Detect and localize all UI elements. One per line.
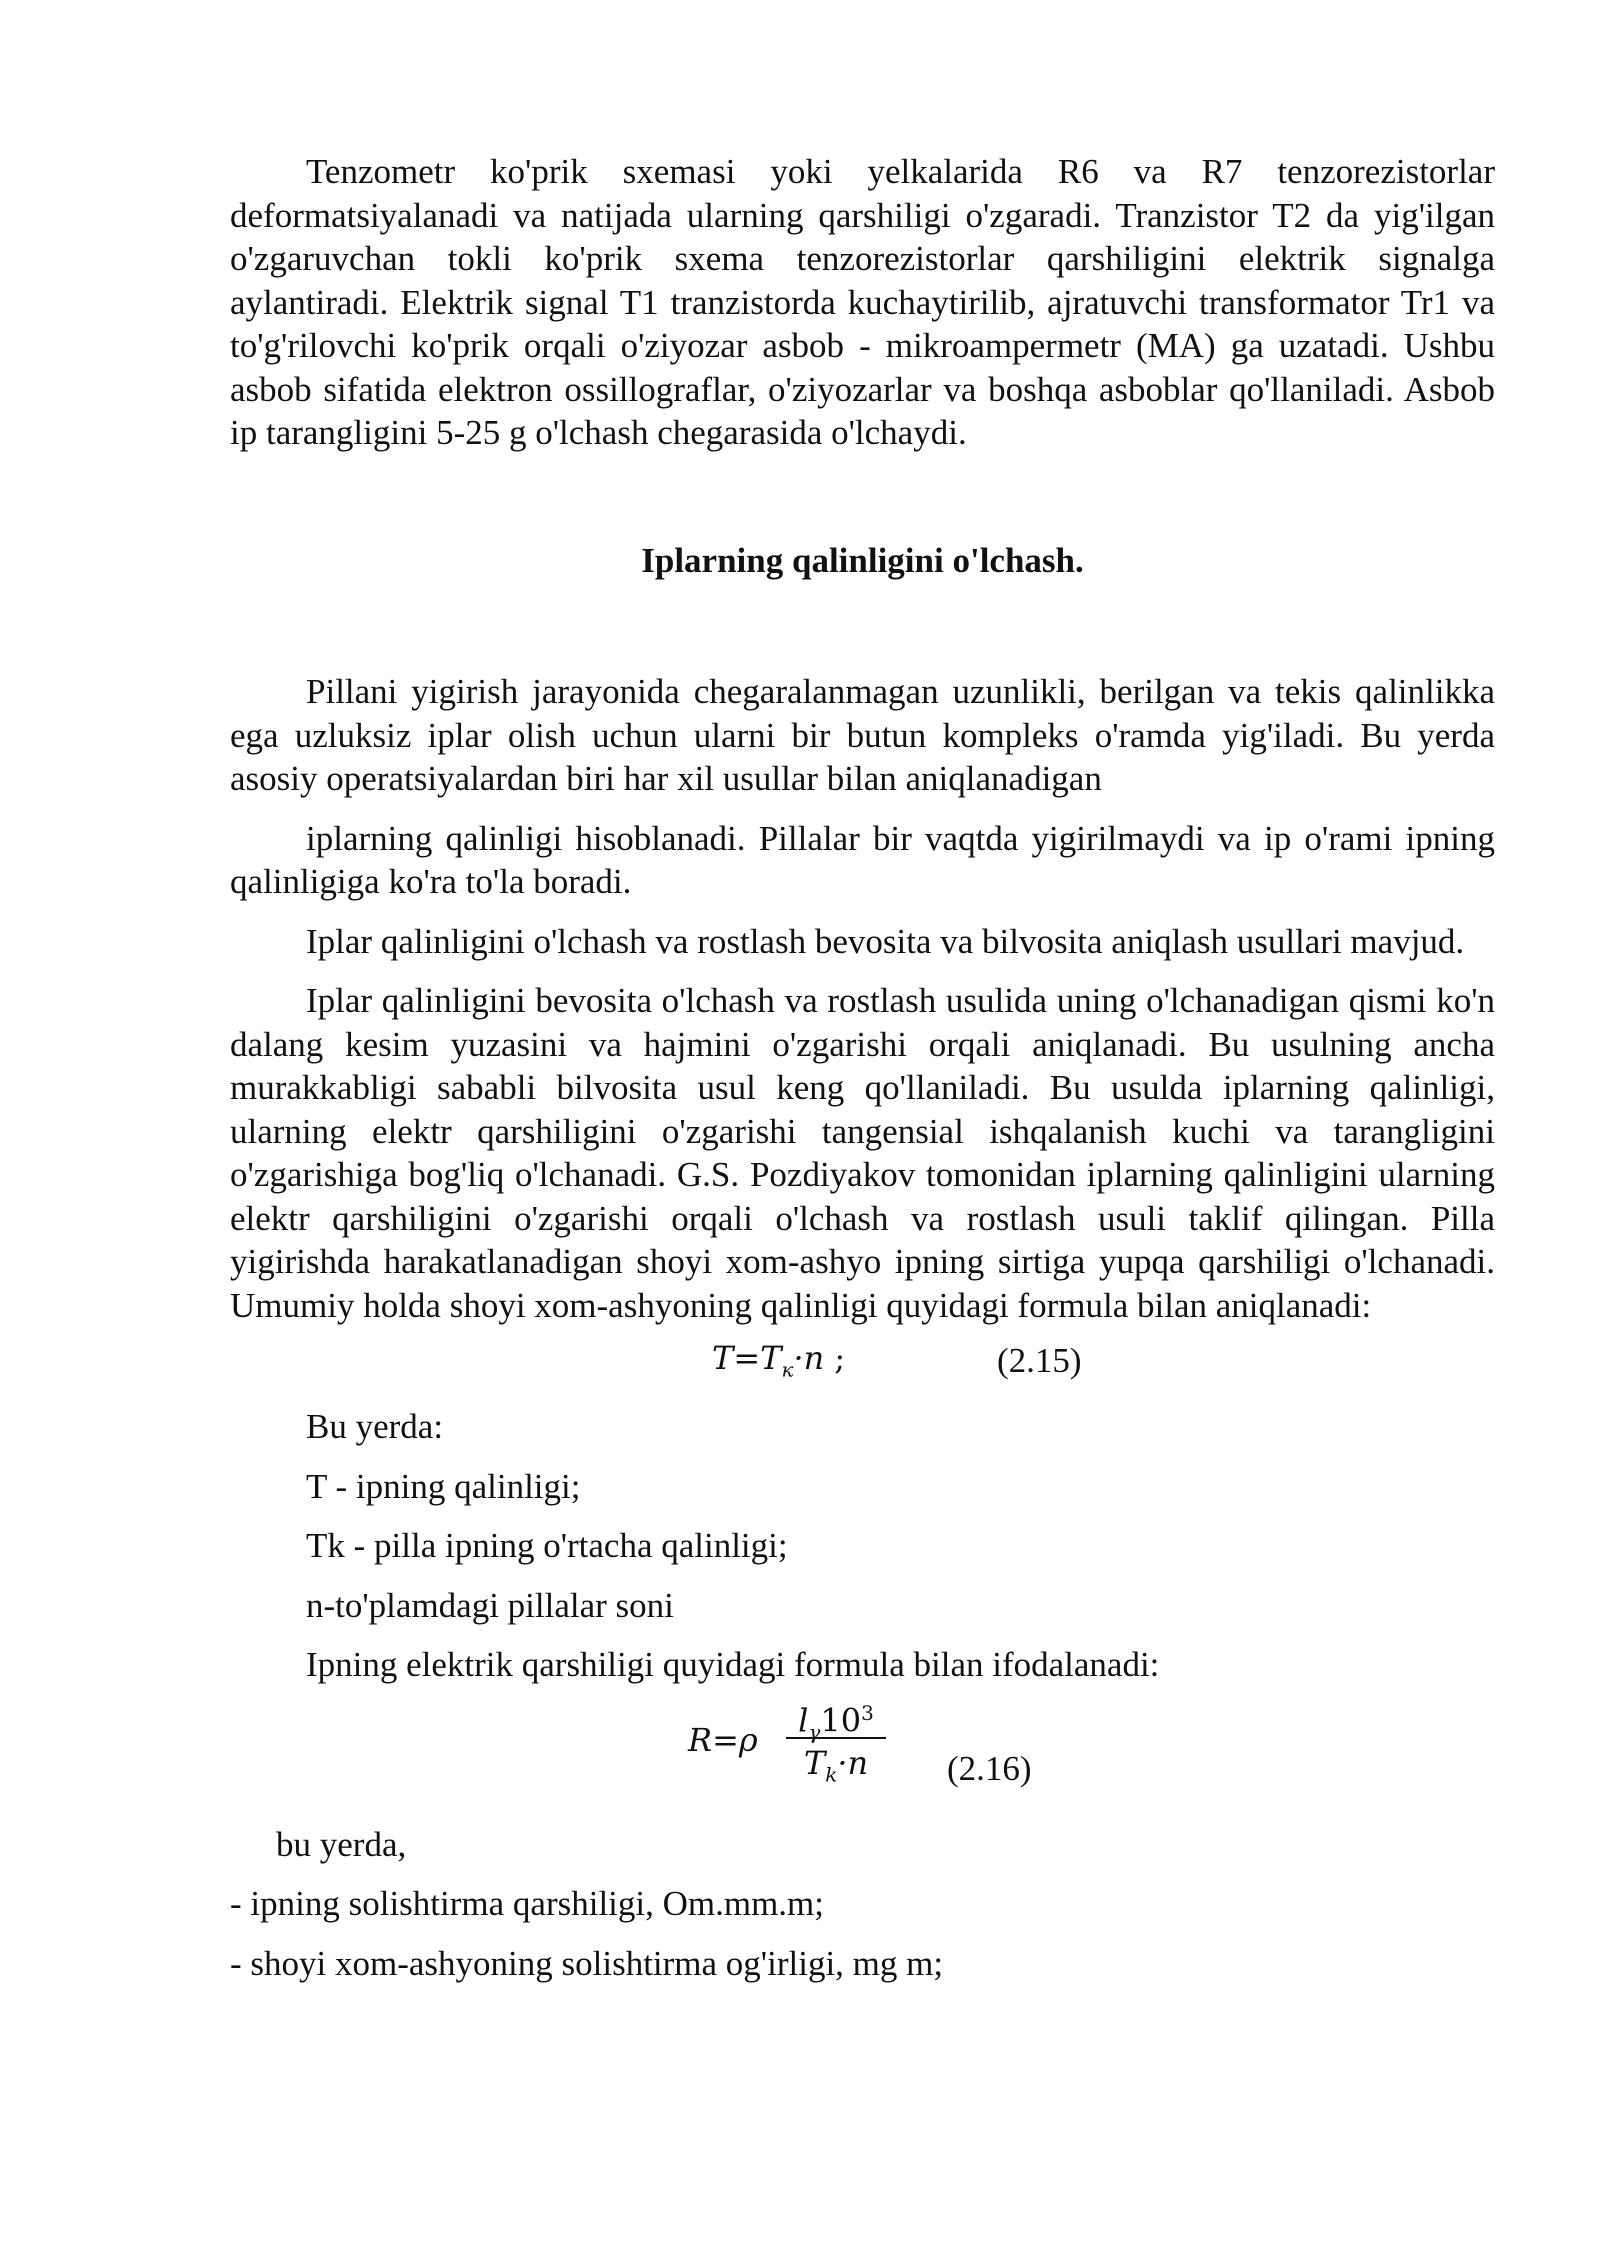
definition-t: T - ipning qalinligi;: [306, 1466, 581, 1506]
formula-2-16-fraction: $l_\gamma 10^3$ $T_k\cdot n$: [786, 1691, 886, 1794]
resistance-intro: Ipning elektrik qarshiligi quyidagi formula bilan ifodalanadi:: [306, 1645, 1160, 1684]
definition-gamma: - shoyi xom-ashyoning solishtirma og'irligi, mg m;: [230, 1943, 944, 1983]
paragraph-bevosita: Iplar qalinligini bevosita o'lchash va rostlash usulida uning o'lchanadigan qismi ko'n dalang kesim yuzasini va hajmini o'zgarishi orqali aniqlanadi. Bu usulning ancha murakkabligi sababli bilvosita usul keng qo'llaniladi. Bu usulda iplarning qalinligi, ularning elektr qarshiligini o'zgarishi tangensial ishqalanish kuchi va tarangligini o'zgarishiga bog'liq o'lchanadi. G.S. Pozdiyakov tomonidan iplarning qalinligini ularning elektr qarshiligini o'zgarishi orqali o'lchash va rostlash usuli taklif qilingan. Pilla yigirishda harakatlanadigan shoyi xom-ashyo ipning sirtiga yupqa qarshiligi o'lchanadi. Umumiy holda shoyi xom-ashyoning qalinligi quyidagi formula bilan aniqlanadi:: [230, 981, 1495, 1325]
where-label-2: bu yerda,: [276, 1824, 407, 1864]
definition-rho: - ipning solishtirma qarshiligi, Om.mm.m;: [230, 1884, 825, 1923]
where-label: Bu yerda:: [306, 1407, 444, 1446]
formula-2-16-lhs: R=ρ: [688, 1720, 758, 1759]
definition-n: n-to'plamdagi pillalar soni: [306, 1585, 674, 1625]
formula-2-16: [230, 1691, 1495, 1811]
formula-2-15-expression: $T=T_к\cdot n$ ;: [712, 1339, 846, 1382]
formula-2-15-number: (2.15): [997, 1341, 1082, 1380]
paragraph-iplarning: iplarning qalinligi hisoblanadi. Pillalar bir vaqtda yigirilmaydi va ip o'rami ipning qalinligiga ko'ra to'la boradi.: [230, 818, 1495, 901]
document-page: [230, 150, 1495, 1985]
definition-tk: Tk - pilla ipning o'rtacha qalinligi;: [306, 1526, 788, 1565]
paragraph-usullar: Iplar qalinligini o'lchash va rostlash bevosita va bilvosita aniqlash usullari mavjud.: [306, 921, 1465, 961]
formula-2-15: [230, 1337, 1495, 1399]
section-heading: Iplarning qalinligini o'lchash.: [641, 540, 1084, 580]
formula-2-16-number: (2.16): [947, 1748, 1032, 1788]
paragraph-pillani: Pillani yigirish jarayonida chegaralanmagan uzunlikli, berilgan va tekis qalinlikka ega uzluksiz iplar olish uchun ularni bir butun kompleks o'ramda yig'iladi. Bu yerda asosiy operatsiyalardan biri har xil usullar bilan aniqlanadigan: [230, 672, 1495, 798]
paragraph-tenzometr: Tenzometr ko'prik sxemasi yoki yelkalarida R6 va R7 tenzorezistorlar deformatsiyalanadi va natijada ularning qarshiligi o'zgaradi. Tranzistor T2 da yig'ilgan o'zgaruvchan tokli ko'prik sxema tenzorezistorlar qarshiligini elektrik signalga aylantiradi. Elektrik signal T1 tranzistorda kuchaytirilib, ajratuvchi transformator Tr1 va to'g'rilovchi ko'prik orqali o'ziyozar asbob - mikroampermetr (MA) ga uzatadi. Ushbu asbob sifatida elektron ossillograflar, o'ziyozarlar va boshqa asboblar qo'llaniladi. Asbob ip tarangligini 5-25 g o'lchash chegarasida o'lchaydi.: [230, 152, 1495, 452]
